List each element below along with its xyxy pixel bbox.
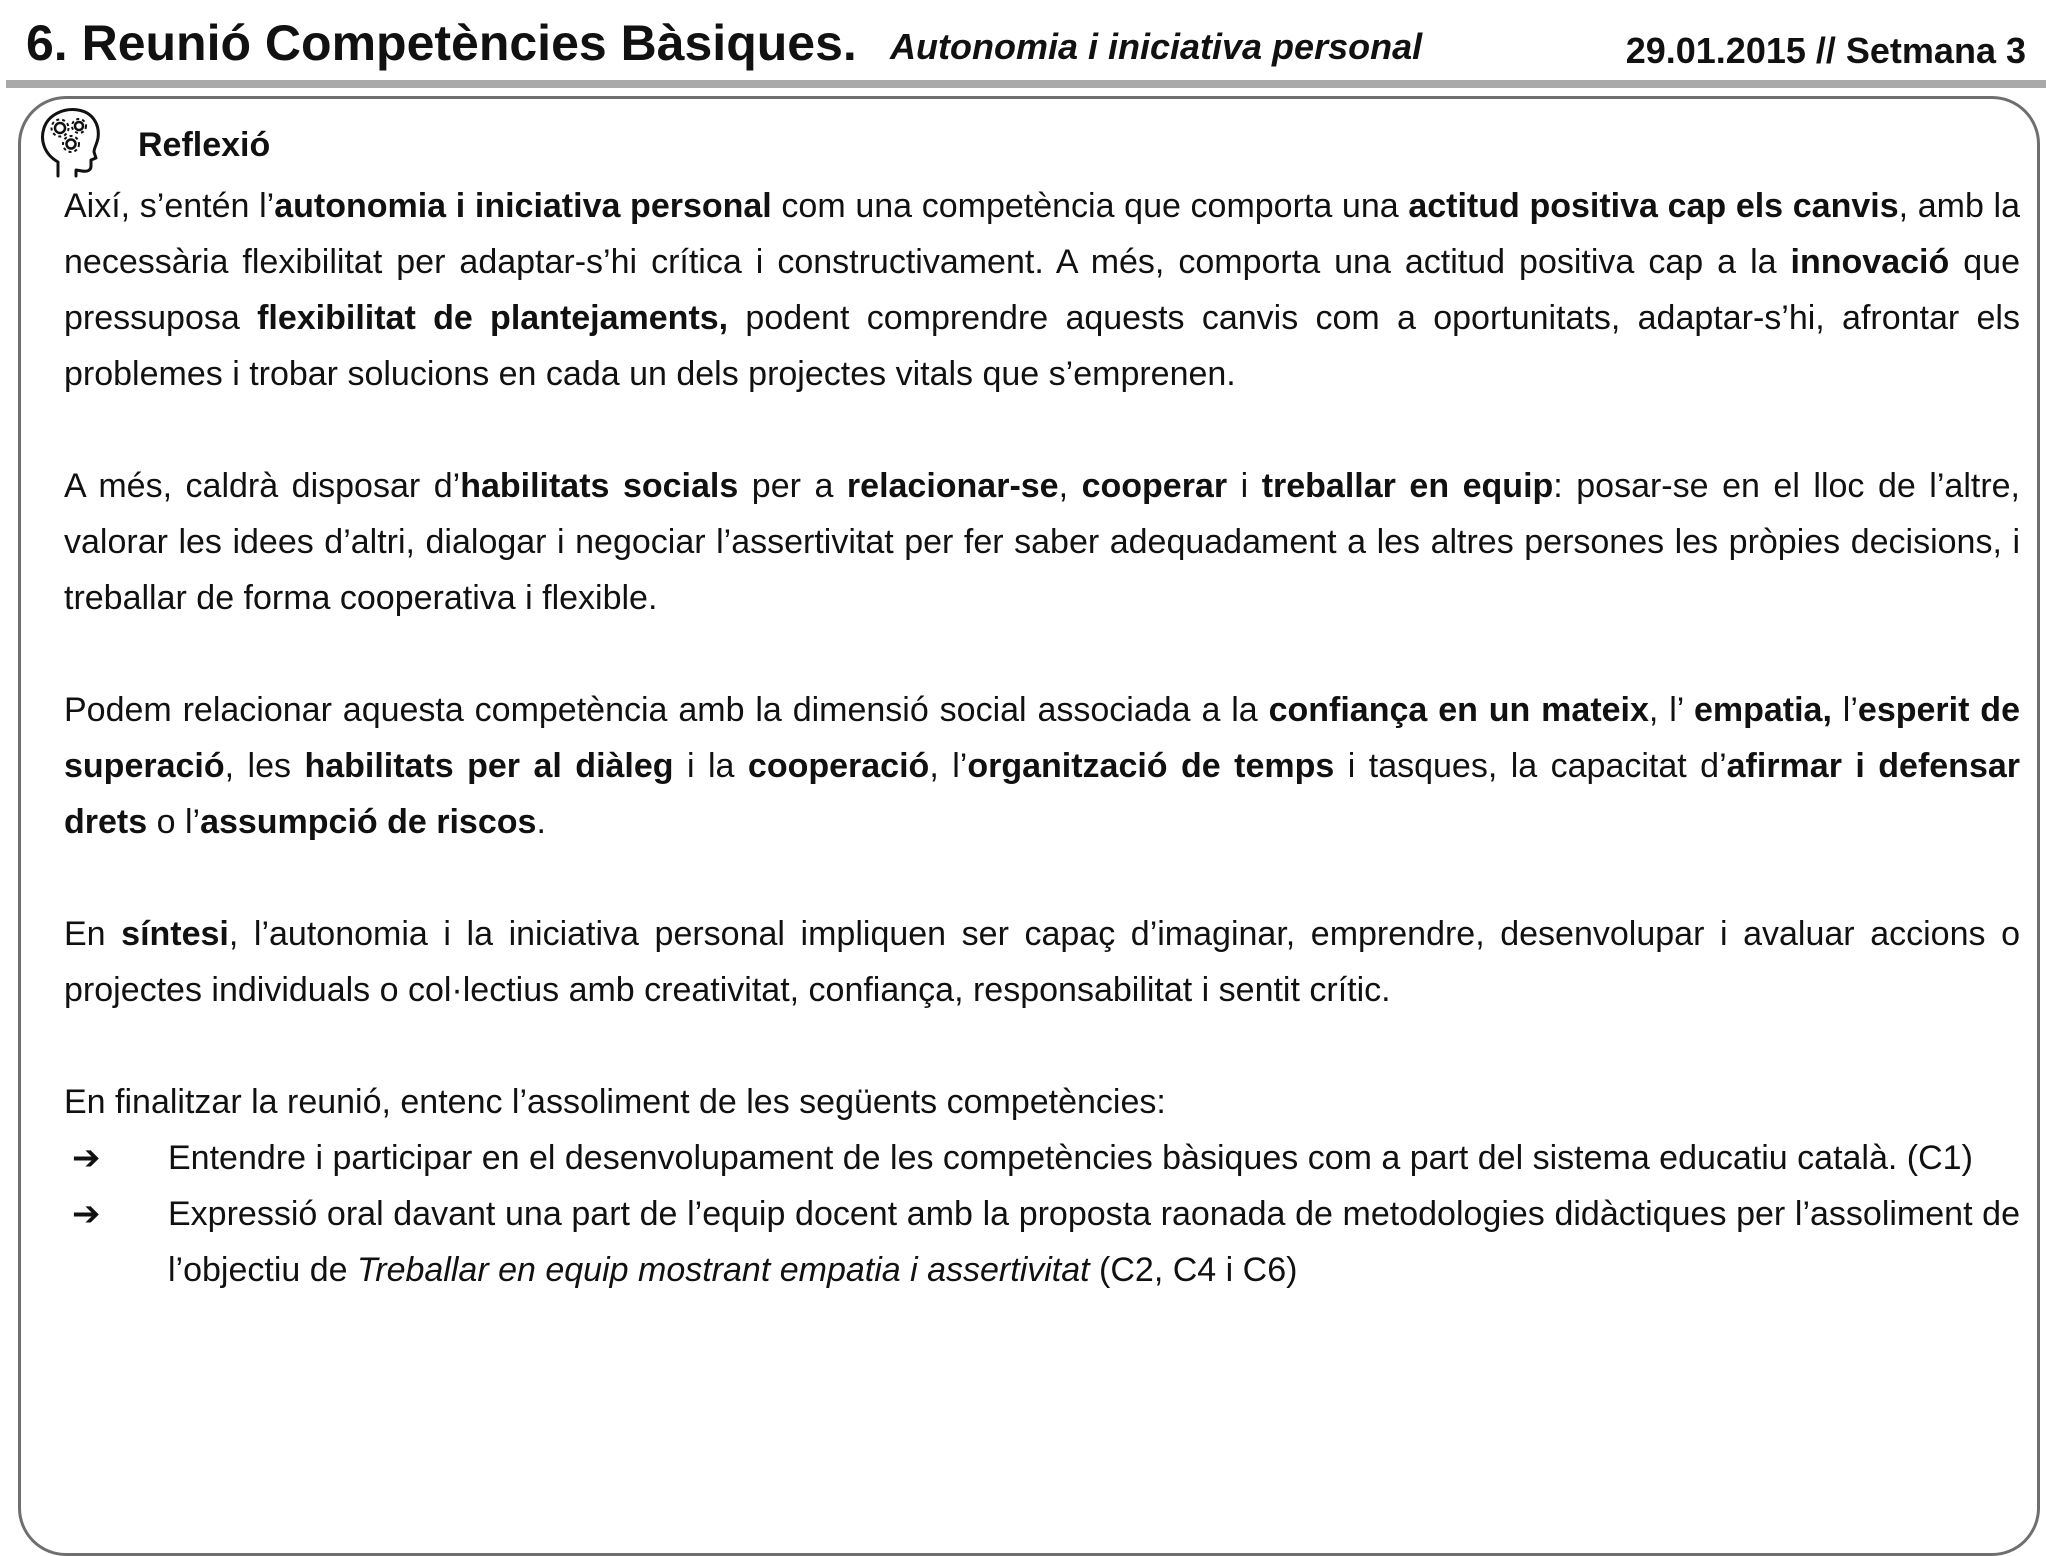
- text-run: Podem relacionar aquesta competència amb la dimensió social associada a la: [64, 691, 1269, 729]
- text-run: A més, caldrà disposar d’: [64, 467, 461, 505]
- text-run: .: [536, 803, 546, 841]
- bold-text: síntesi: [121, 915, 229, 953]
- bold-text: empatia,: [1693, 691, 1832, 729]
- bold-text: cooperació: [747, 747, 930, 785]
- text-run: l’: [1831, 691, 1858, 729]
- text-run: , amb la necessària flexibilitat per adaptar-s’hi crítica i constructivament. A més, comporta una actitud positiva cap a la: [64, 187, 2021, 281]
- text-run: Expressió oral davant una part de l’equip docent amb la proposta raonada de metodologies didàctiques per l’assoliment de l’objectiu de: [168, 1195, 2020, 1289]
- italic-text: Treballar en equip mostrant empatia i assertivitat: [357, 1251, 1090, 1289]
- paragraph: [64, 682, 2020, 850]
- text-run: Entendre i participar en el desenvolupament de les competències bàsiques com a part del sistema educatiu català. (C1): [168, 1139, 1973, 1177]
- bold-text: flexibilitat de plantejaments,: [257, 299, 729, 337]
- text-run: o l’: [147, 803, 201, 841]
- list-item-text: [168, 1139, 1973, 1177]
- page-subtitle: Autonomia i iniciativa personal: [890, 26, 1423, 67]
- bold-text: innovació: [1790, 243, 1950, 281]
- paragraph: [64, 458, 2020, 626]
- text-run: que pressuposa: [64, 243, 2020, 337]
- bold-text: organització de temps: [967, 747, 1335, 785]
- page-header: [26, 14, 2026, 74]
- text-run: , l’autonomia i la iniciativa personal impliquen ser capaç d’imaginar, emprendre, desenvolupar i avaluar accions o projectes individuals o col·lectius amb creativitat, confiança, responsabilitat i sentit crític.: [64, 915, 2020, 1009]
- bold-text: relacionar-se: [846, 467, 1059, 505]
- paragraph: [64, 906, 2020, 1018]
- competence-list: [64, 1130, 2020, 1298]
- text-run: En: [64, 915, 122, 953]
- bold-text: cooperar: [1081, 467, 1228, 505]
- page-title: 6. Reunió Competències Bàsiques.: [26, 15, 857, 71]
- text-run: com una competència que comporta una: [771, 187, 1409, 225]
- paragraph: [64, 178, 2020, 402]
- text-run: i tasques, la capacitat d’: [1334, 747, 1727, 785]
- document-body: [64, 178, 2020, 1298]
- section-title: Reflexió: [138, 126, 271, 164]
- list-item: [64, 1130, 2020, 1186]
- bold-text: actitud positiva cap els canvis: [1408, 187, 1899, 225]
- text-run: , l’: [929, 747, 968, 785]
- text-run: per a: [738, 467, 847, 505]
- text-run: i: [1227, 467, 1262, 505]
- header-divider: [6, 80, 2046, 88]
- date-week-label: 29.01.2015 // Setmana 3: [1625, 30, 2026, 71]
- text-run: podent comprendre aquests canvis com a oportunitats, adaptar-s’hi, afrontar els problemes i trobar solucions en cada un dels projectes vitals que s’emprenen.: [64, 299, 2020, 393]
- bold-text: habilitats socials: [460, 467, 739, 505]
- bold-text: autonomia i iniciativa personal: [274, 187, 772, 225]
- list-item: [64, 1186, 2020, 1298]
- arrow-right-icon: ➔: [72, 1194, 101, 1234]
- text-run: i la: [673, 747, 748, 785]
- head-gears-icon: [36, 106, 102, 178]
- bold-text: habilitats per al diàleg: [304, 747, 674, 785]
- list-item-text: [168, 1195, 2020, 1289]
- arrow-right-icon: ➔: [72, 1138, 101, 1178]
- text-run: (C2, C4 i C6): [1089, 1251, 1298, 1289]
- bold-text: assumpció de riscos: [200, 803, 537, 841]
- text-run: , l’: [1648, 691, 1694, 729]
- text-run: , les: [224, 747, 305, 785]
- text-run: : posar-se en el lloc de l’altre, valorar les idees d’altri, dialogar i negociar l’assertivitat per fer saber adequadament a les altres persones les pròpies decisions, i treballar de forma cooperativa i flexible.: [64, 467, 2021, 617]
- bold-text: esperit de superació: [64, 691, 2020, 785]
- text-run: Així, s’entén l’: [64, 187, 275, 225]
- text-run: ,: [1058, 467, 1082, 505]
- bold-text: treballar en equip: [1261, 467, 1554, 505]
- conclusion-lead: En finalitzar la reunió, entenc l’assoliment de les següents competències:: [64, 1083, 1166, 1121]
- bold-text: confiança en un mateix: [1268, 691, 1649, 729]
- bold-text: afirmar i defensar drets: [64, 747, 2020, 841]
